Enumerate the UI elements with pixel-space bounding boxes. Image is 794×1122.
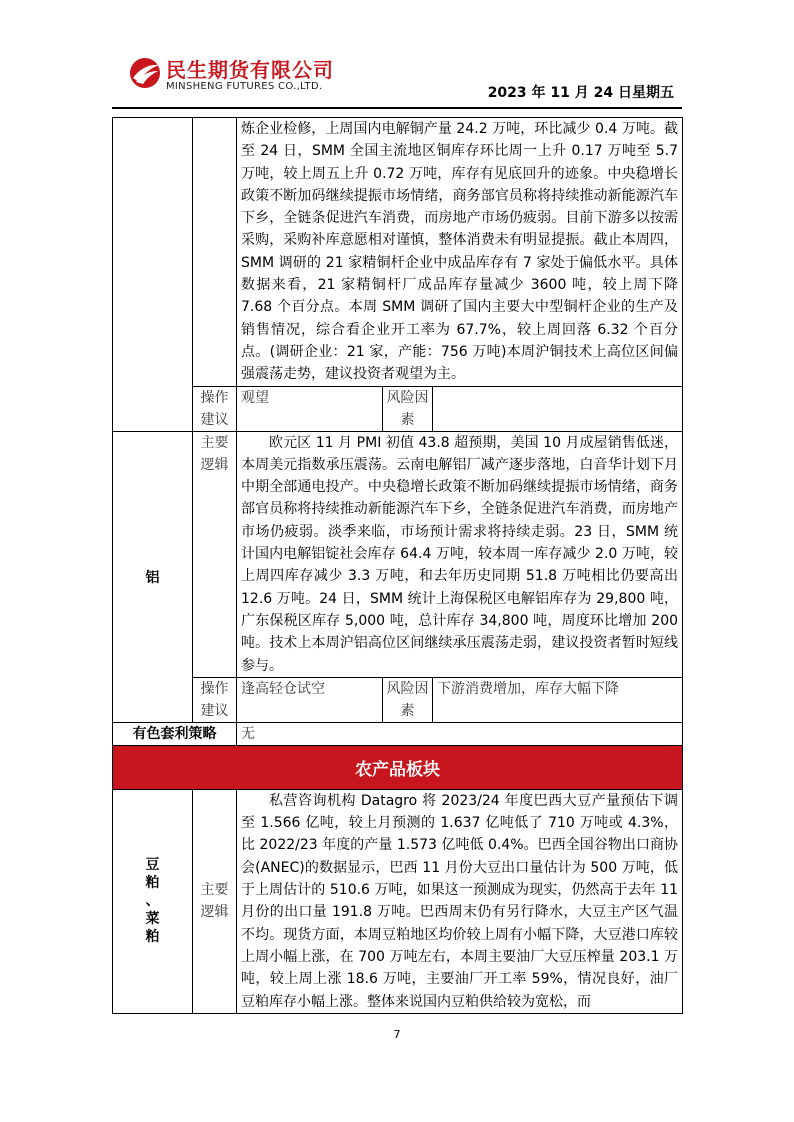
copper-op-label: 操作建议 bbox=[193, 386, 237, 431]
report-date: 2023 年 11 月 24 日星期五 bbox=[487, 85, 674, 101]
meal-name-char: 粕 bbox=[145, 929, 160, 946]
meal-category-cell bbox=[113, 789, 193, 1013]
aluminum-category: 铝 bbox=[113, 431, 193, 722]
company-name-cn: 民生期货有限公司 bbox=[166, 58, 334, 82]
aluminum-op-row bbox=[113, 677, 683, 722]
header-divider bbox=[112, 107, 682, 109]
page-number: 7 bbox=[393, 1028, 401, 1041]
arbitrage-label: 有色套利策略 bbox=[113, 722, 237, 745]
copper-logic-text: 炼企业检修，上周国内电解铜产量 24.2 万吨，环比减少 0.4 万吨。截至 24 日，SMM 全国主流地区铜库存环比周一上升 0.17 万吨至 5.7 万吨，较上周五上升 0.72 万吨，库存有见底回升的迹象。中央稳增长政策不断加码继续提振市场情绪，商务部官员称将持续推动新能源汽车下乡，全链条促进汽车消费，而房地产市场仍疲弱。目前下游多以按需采购，采购补库意愿相对谨慎，整体消费未有明显提振。截止本周四，SMM 调研的 21 家精铜杆企业中成品库存有 7 家处于偏低水平。具体数据来看，21 家精铜杆厂成品库存量减少 3600 吨，较上周下降 7.68 个百分点。本周 SMM 调研了国内主要大中型铜杆企业的生产及销售情况，综合看企业开工率为 67.7%，较上周回落 6.32 个百分点。(调研企业：21 家，产能：756 万吨)本周沪铜技术上高位区间偏强震荡走势，建议投资者观望为主。 bbox=[237, 118, 683, 387]
copper-category-cell bbox=[113, 118, 193, 432]
meal-name-char: 豆 bbox=[145, 857, 160, 874]
copper-logic-label-cell bbox=[193, 118, 237, 387]
arbitrage-value: 无 bbox=[237, 722, 683, 745]
logo-swoosh-icon bbox=[128, 56, 162, 90]
meal-name-char: 粕 bbox=[145, 875, 160, 892]
agri-section-row bbox=[113, 745, 683, 789]
meal-name-char: 、 bbox=[145, 893, 160, 910]
meal-logic-text: 私营咨询机构 Datagro 将 2023/24 年度巴西大豆产量预估下调至 1.566 亿吨，较上月预测的 1.637 亿吨低了 710 万吨或 4.3%，比 2022/23 年度的产量 1.573 亿吨低 0.4%。巴西全国谷物出口商协会(ANEC)的数据显示，巴西 11 月份大豆出口量估计为 500 万吨，低于上周估计的 510.6 万吨，如果这一预测成为现实，仍然高于去年 11 月份的出口量 191.8 万吨。巴西周末仍有另行降水，大豆主产区气温不均。现货方面，本周豆粕地区均价较上周有小幅下降，大豆港口库较上周小幅上涨，在 700 万吨左右，本周主要油厂大豆压榨量 203.1 万吨，较上周上涨 18.6 万吨，主要油厂开工率 59%，情况良好，油厂豆粕库存小幅上涨。整体来说国内豆粕供给较为宽松，而 bbox=[237, 789, 683, 1013]
company-name-en: MINSHENG FUTURES CO.,LTD. bbox=[166, 81, 323, 92]
copper-risk-value bbox=[433, 386, 683, 431]
meal-logic-label: 主要逻辑 bbox=[193, 789, 237, 1013]
copper-op-row bbox=[113, 386, 683, 431]
agri-section-title: 农产品板块 bbox=[113, 745, 683, 789]
aluminum-risk-label: 风险因素 bbox=[383, 677, 433, 722]
meal-name-char: 菜 bbox=[145, 911, 160, 928]
meal-logic-row bbox=[113, 789, 683, 1013]
copper-risk-label: 风险因素 bbox=[383, 386, 433, 431]
report-table bbox=[112, 117, 683, 1014]
arbitrage-row bbox=[113, 722, 683, 745]
aluminum-risk-value: 下游消费增加，库存大幅下降 bbox=[433, 677, 683, 722]
aluminum-op-label: 操作建议 bbox=[193, 677, 237, 722]
meal-category-name bbox=[145, 856, 161, 946]
aluminum-logic-label: 主要逻辑 bbox=[193, 431, 237, 677]
copper-op-value: 观望 bbox=[237, 386, 383, 431]
company-logo bbox=[128, 52, 368, 96]
aluminum-op-value: 逢高轻仓试空 bbox=[237, 677, 383, 722]
copper-logic-row bbox=[113, 118, 683, 387]
aluminum-logic-row bbox=[113, 431, 683, 677]
aluminum-logic-text: 欧元区 11 月 PMI 初值 43.8 超预期，美国 10 月成屋销售低迷，本周美元指数承压震荡。云南电解铝厂减产逐步落地，白音华计划下月中期全部通电投产。中央稳增长政策不断加码继续提振市场情绪，商务部官员称将持续推动新能源汽车下乡，全链条促进汽车消费，而房地产市场仍疲弱。淡季来临，市场预计需求将持续走弱。23 日，SMM 统计国内电解铝锭社会库存 64.4 万吨，较本周一库存减少 2.0 万吨，较上周四库存减少 3.3 万吨，和去年历史同期 51.8 万吨相比仍要高出 12.6 万吨。24 日，SMM 统计上海保税区电解铝库存为 29,800 吨，广东保税区库存 5,000 吨，总计库存 34,800 吨，周度环比增加 200 吨。技术上本周沪铝高位区间继续承压震荡走弱，建议投资者暂时短线参与。 bbox=[237, 431, 683, 677]
